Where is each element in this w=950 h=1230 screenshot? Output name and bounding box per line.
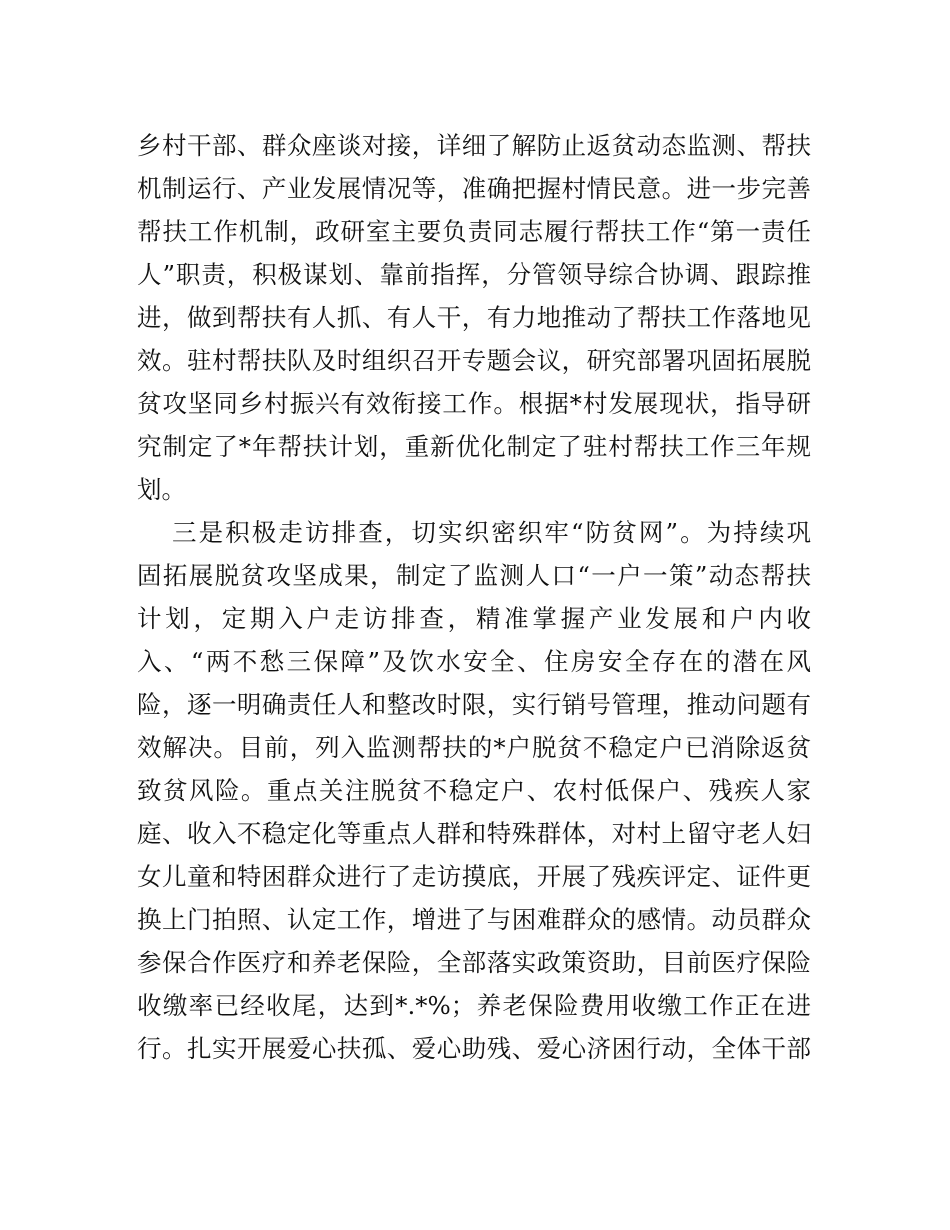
text-line: 入、“两不愁三保障”及饮水安全、住房安全存在的潜在风 — [137, 647, 811, 676]
text-line: 贫攻坚同乡村振兴有效衔接工作。根据*村发展现状，指导研 — [137, 389, 811, 418]
text-line: 乡村干部、群众座谈对接，详细了解防止返贫动态监测、帮扶 — [137, 131, 811, 160]
text-line: 效。驻村帮扶队及时组织召开专题会议，研究部署巩固拓展脱 — [137, 346, 811, 375]
text-line: 人”职责，积极谋划、靠前指挥，分管领导综合协调、跟踪推 — [137, 260, 811, 289]
text-line: 机制运行、产业发展情况等，准确把握村情民意。进一步完善 — [137, 174, 811, 203]
text-line: 参保合作医疗和养老保险，全部落实政策资助，目前医疗保险 — [137, 948, 811, 977]
text-line: 收缴率已经收尾，达到*.*%；养老保险费用收缴工作正在进 — [137, 991, 811, 1020]
text-line: 划。 — [137, 475, 186, 504]
text-line: 庭、收入不稳定化等重点人群和特殊群体，对村上留守老人妇 — [137, 819, 811, 848]
text-line: 险，逐一明确责任人和整改时限，实行销号管理，推动问题有 — [137, 690, 811, 719]
text-line: 行。扎实开展爱心扶孤、爱心助残、爱心济困行动，全体干部 — [137, 1034, 811, 1063]
text-line: 致贫风险。重点关注脱贫不稳定户、农村低保户、残疾人家 — [137, 776, 811, 805]
text-line: 换上门拍照、认定工作，增进了与困难群众的感情。动员群众 — [137, 905, 811, 934]
text-line: 女儿童和特困群众进行了走访摸底，开展了残疾评定、证件更 — [137, 862, 811, 891]
text-line: 计划，定期入户走访排查，精准掌握产业发展和户内收 — [137, 604, 811, 633]
text-line: 效解决。目前，列入监测帮扶的*户脱贫不稳定户已消除返贫 — [137, 733, 811, 762]
text-line: 究制定了*年帮扶计划，重新优化制定了驻村帮扶工作三年规 — [137, 432, 811, 461]
text-line: 进，做到帮扶有人抓、有人干，有力地推动了帮扶工作落地见 — [137, 303, 811, 332]
text-line: 帮扶工作机制，政研室主要负责同志履行帮扶工作“第一责任 — [137, 217, 811, 246]
text-line: 固拓展脱贫攻坚成果，制定了监测人口“一户一策”动态帮扶 — [137, 561, 811, 590]
text-line: 三是积极走访排查，切实织密织牢“防贫网”。为持续巩 — [172, 518, 811, 547]
